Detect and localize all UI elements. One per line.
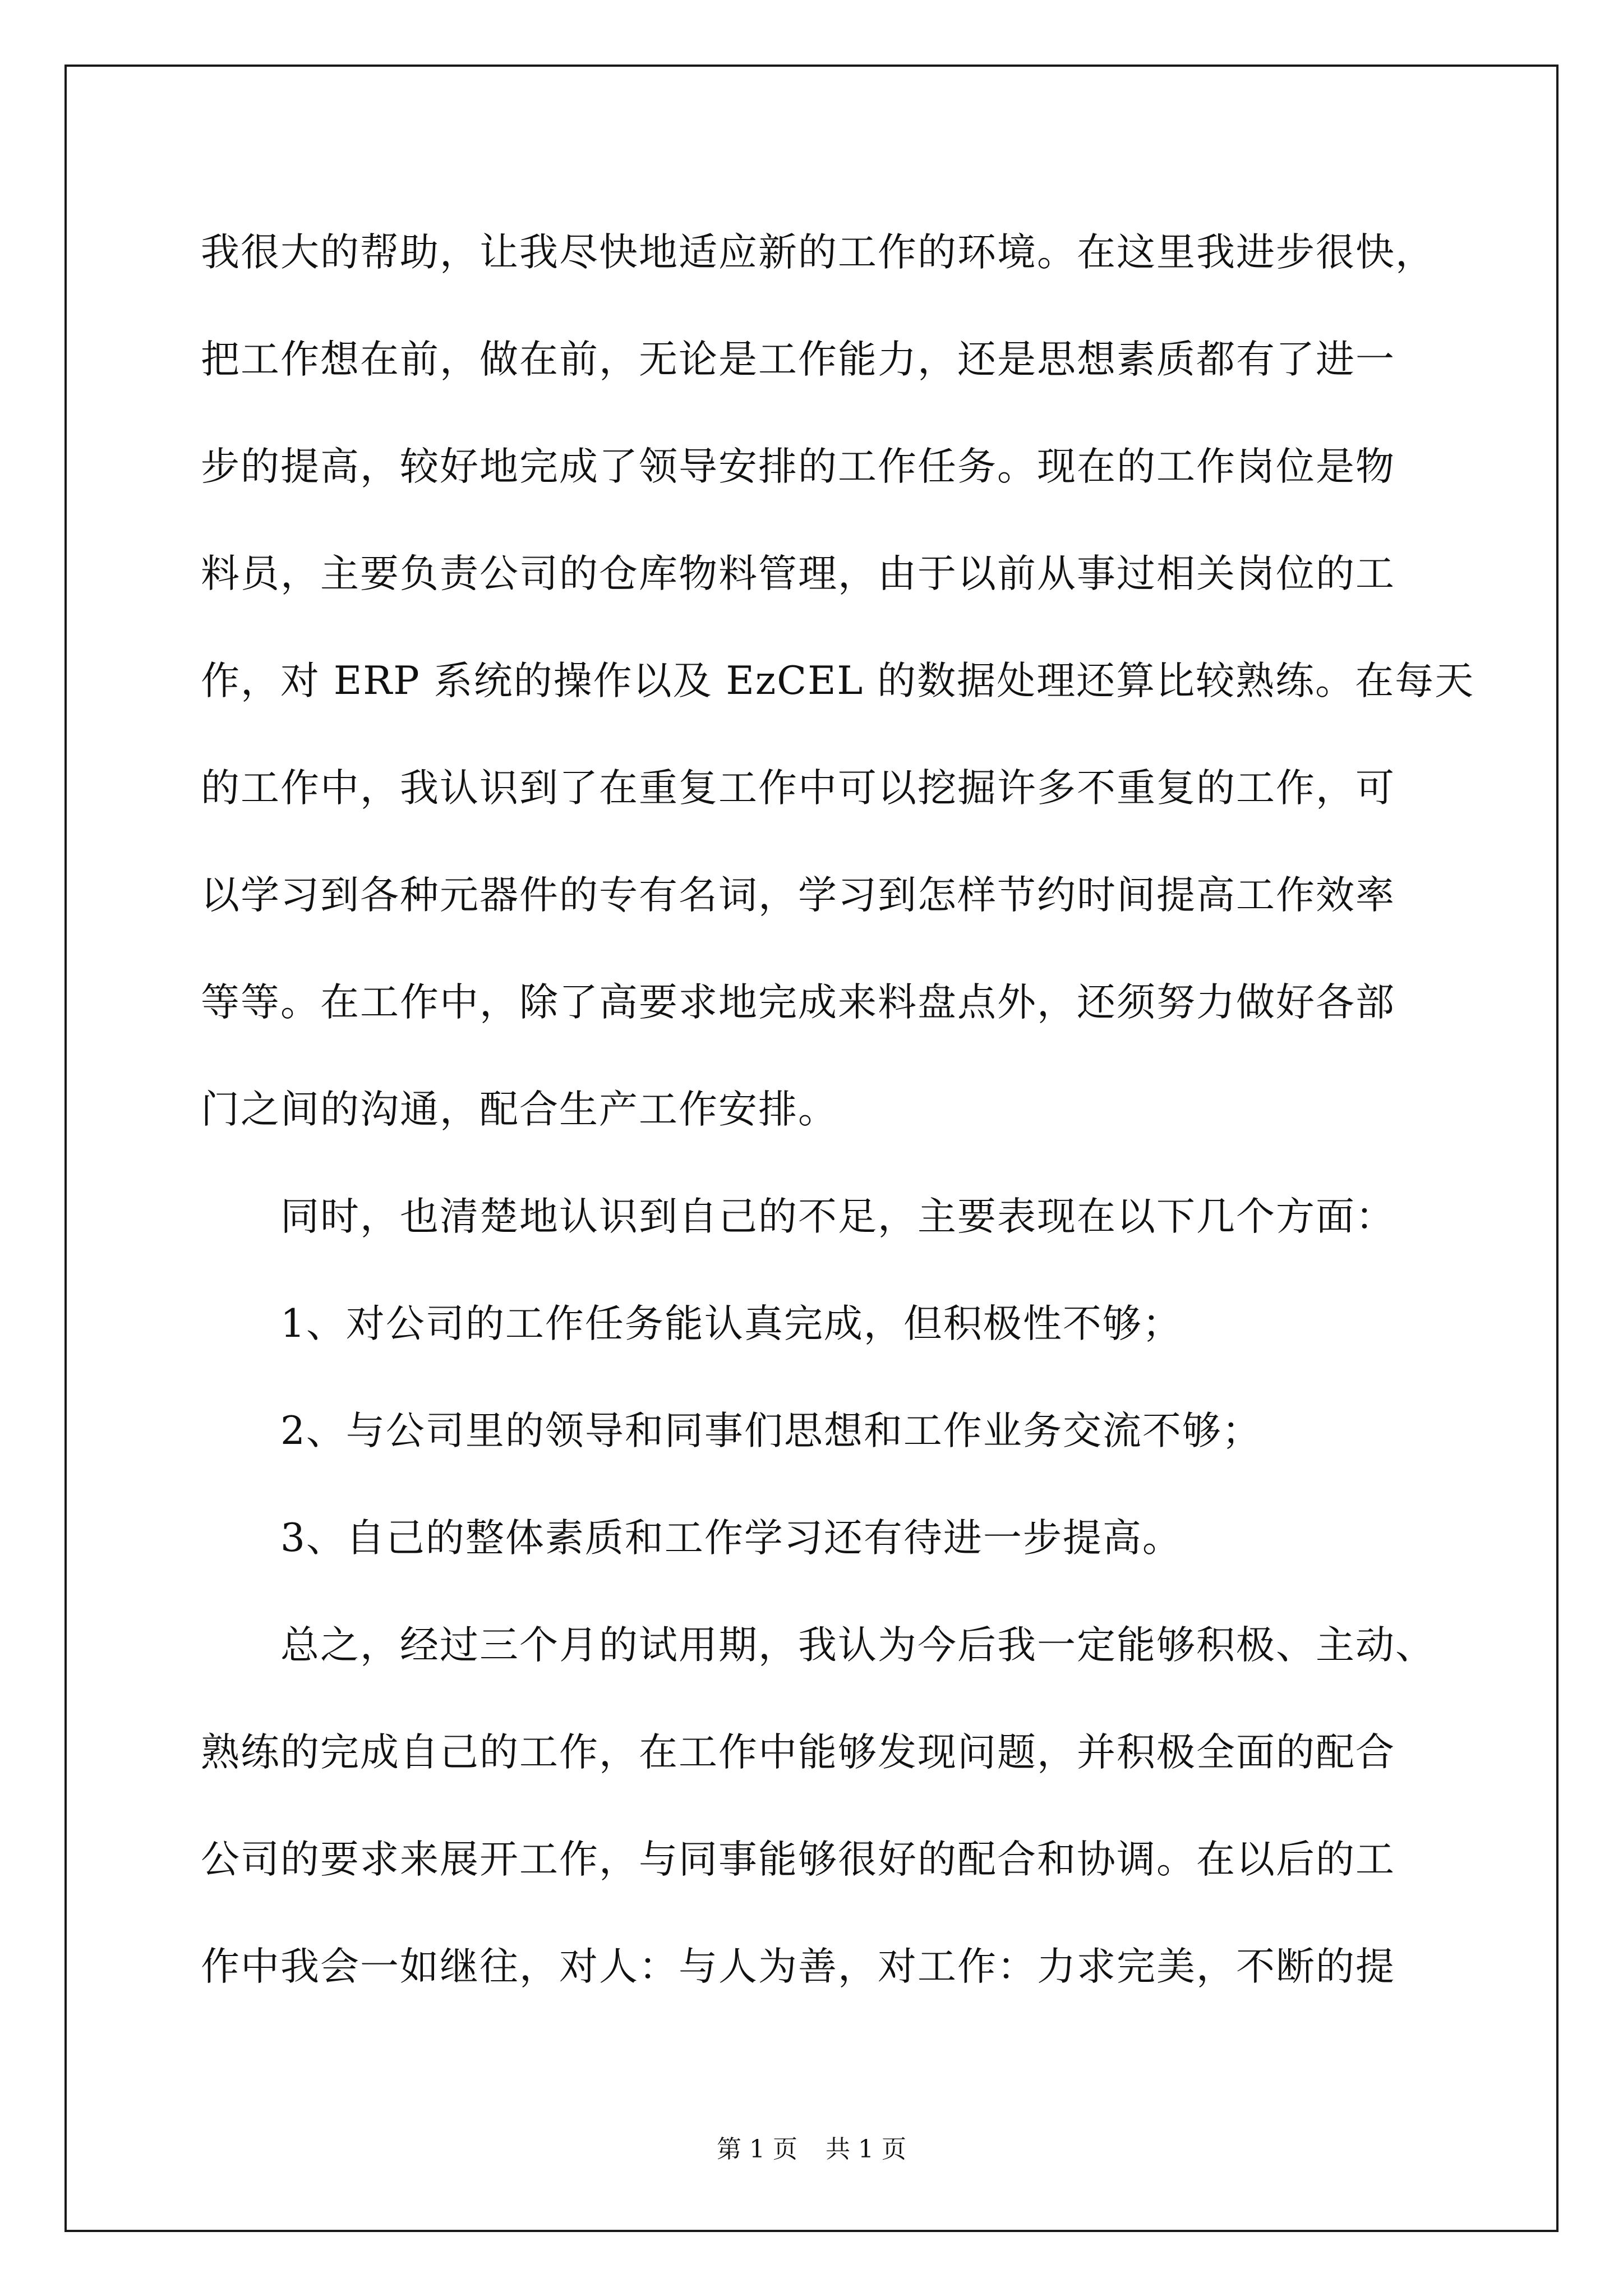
paragraph-line: 总之，经过三个月的试用期，我认为今后我一定能够积极、主动、	[280, 1623, 1435, 1668]
list-item: 1、对公司的工作任务能认真完成，但积极性不够；	[280, 1301, 1182, 1346]
list-item: 3、自己的整体素质和工作学习还有待进一步提高。	[280, 1516, 1182, 1561]
paragraph-line: 料员，主要负责公司的仓库物料管理，由于以前从事过相关岗位的工	[201, 551, 1395, 596]
paragraph-line: 步的提高，较好地完成了领导安排的工作任务。现在的工作岗位是物	[201, 444, 1395, 489]
paragraph-line: 以学习到各种元器件的专有名词，学习到怎样节约时间提高工作效率	[201, 873, 1395, 918]
page-total: 共 1 页	[826, 2135, 906, 2164]
paragraph-line: 等等。在工作中，除了高要求地完成来料盘点外，还须努力做好各部	[201, 980, 1395, 1025]
paragraph-line: 公司的要求来展开工作，与同事能够很好的配合和协调。在以后的工	[201, 1837, 1395, 1882]
paragraph-line: 作，对 ERP 系统的操作以及 EzCEL 的数据处理还算比较熟练。在每天	[201, 659, 1475, 703]
paragraph-line: 作中我会一如继往，对人：与人为善，对工作：力求完美，不断的提	[201, 1944, 1395, 1989]
paragraph-line: 的工作中，我认识到了在重复工作中可以挖掘许多不重复的工作，可	[201, 766, 1395, 811]
paragraph-line: 把工作想在前，做在前，无论是工作能力，还是思想素质都有了进一	[201, 337, 1395, 382]
page-border	[64, 65, 1559, 2232]
paragraph-line: 熟练的完成自己的工作，在工作中能够发现问题，并积极全面的配合	[201, 1730, 1395, 1775]
page-number: 第 1 页	[717, 2135, 797, 2164]
list-item: 2、与公司里的领导和同事们思想和工作业务交流不够；	[280, 1409, 1262, 1453]
paragraph-line: 同时，也清楚地认识到自己的不足，主要表现在以下几个方面：	[280, 1194, 1395, 1239]
paragraph-line: 门之间的沟通，配合生产工作安排。	[201, 1087, 838, 1132]
paragraph-line: 我很大的帮助，让我尽快地适应新的工作的环境。在这里我进步很快，	[201, 230, 1435, 275]
page-footer	[0, 2133, 1623, 2166]
